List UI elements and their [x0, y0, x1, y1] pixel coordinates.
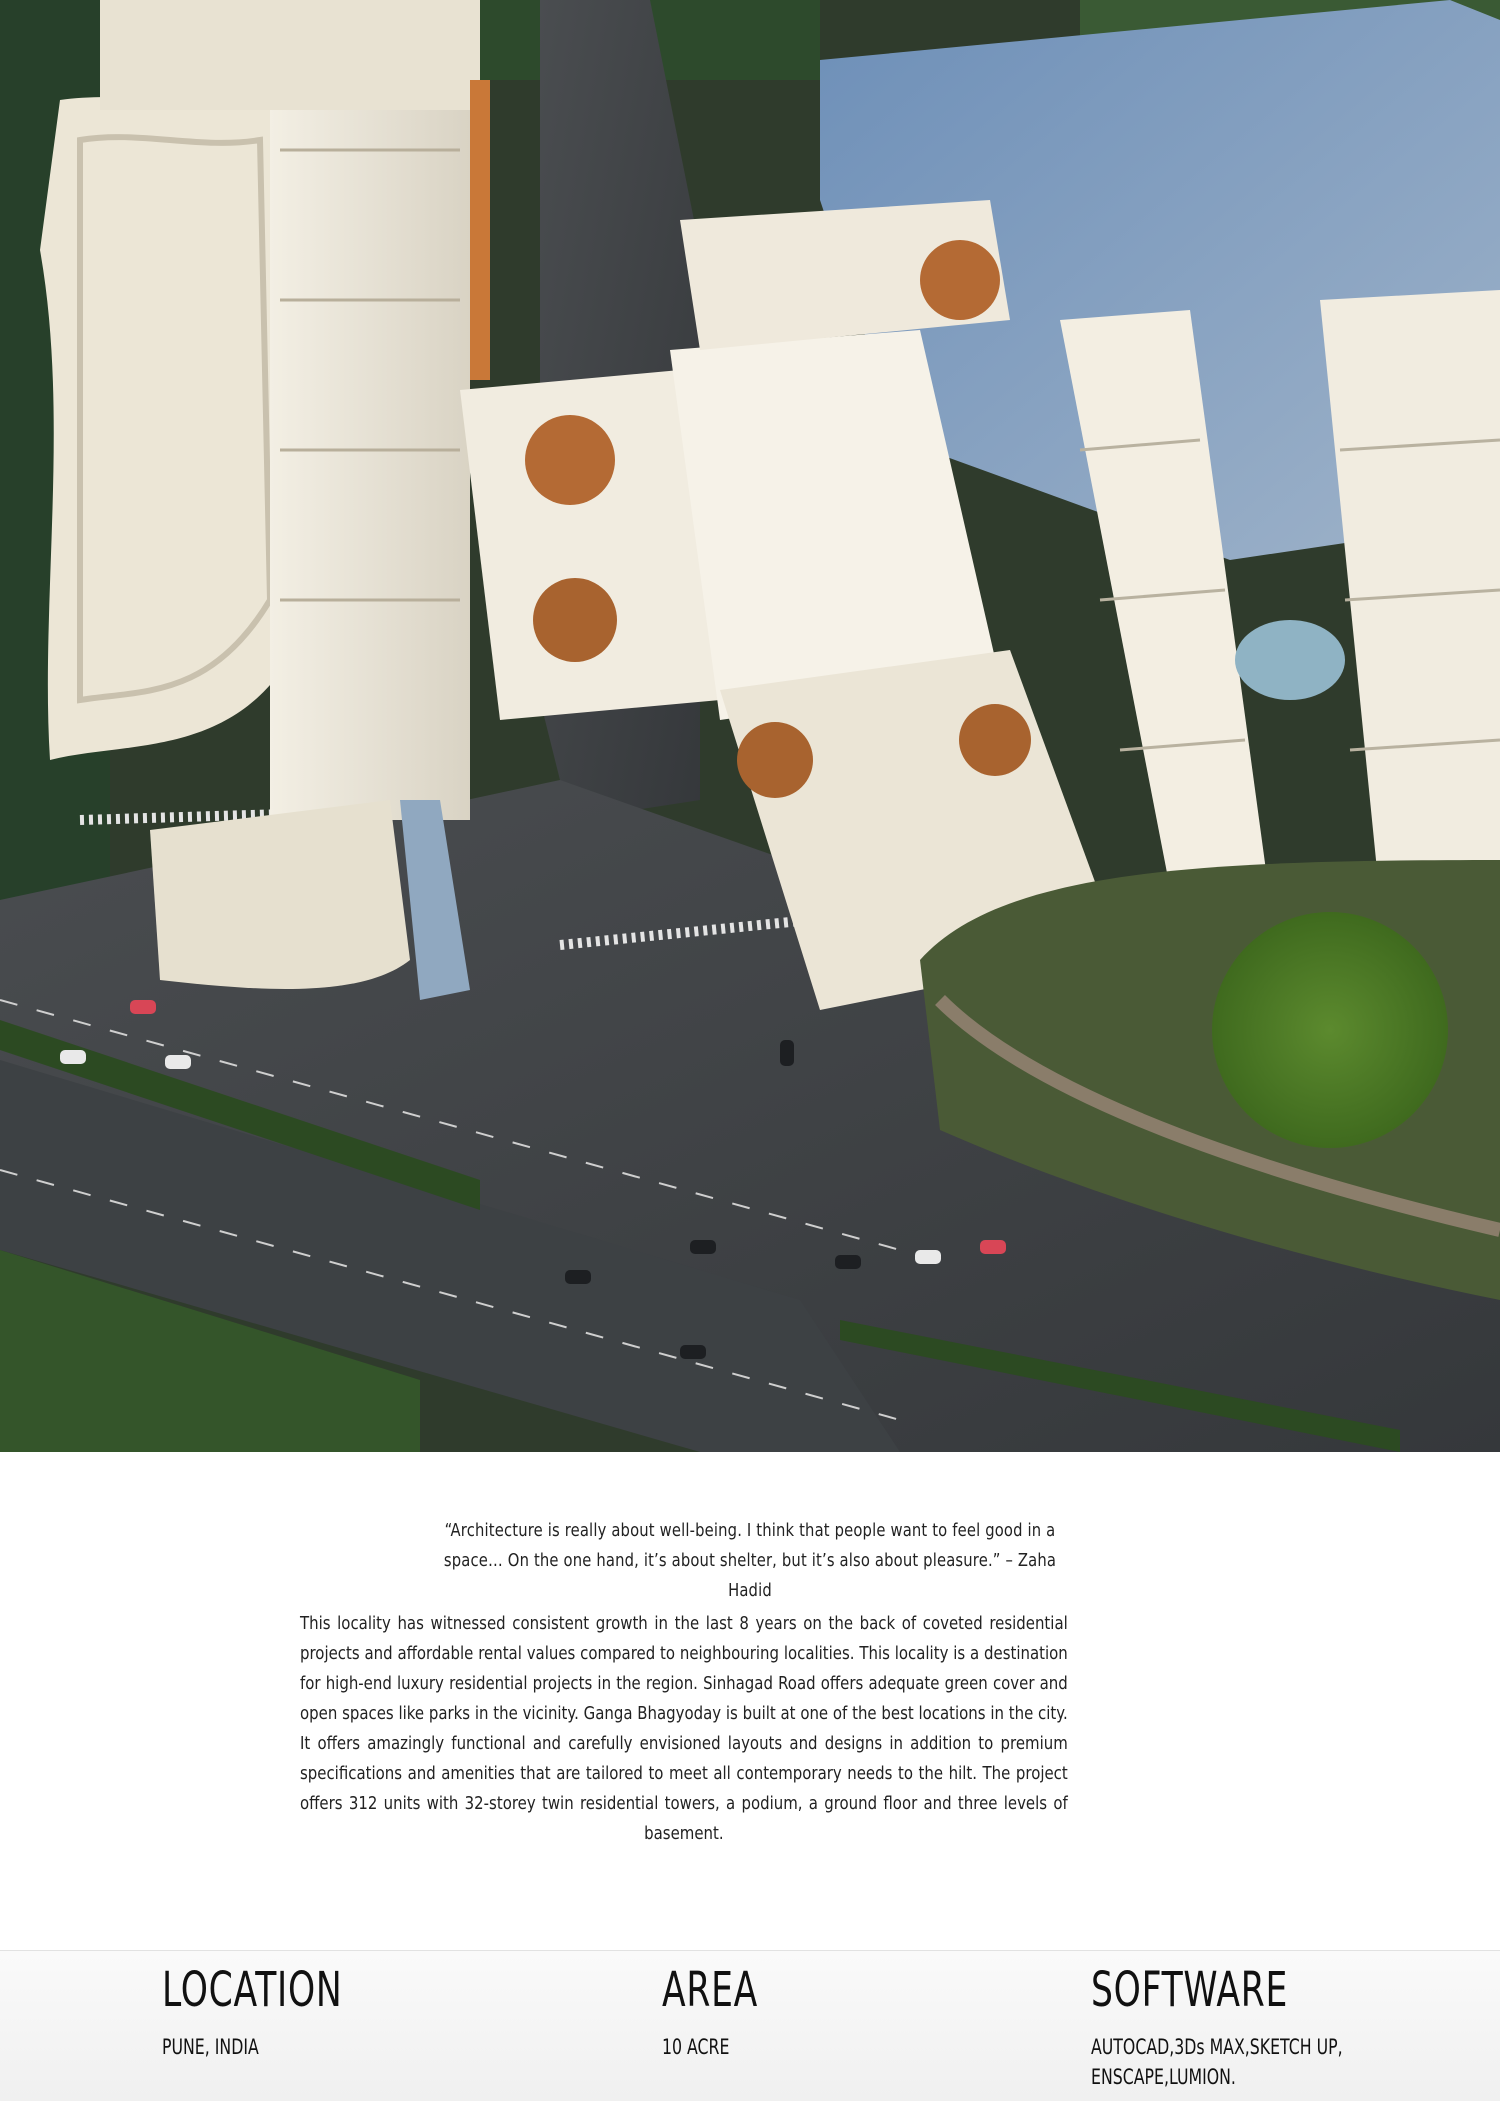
software-value — [1091, 2032, 1343, 2092]
location-heading: LOCATION — [162, 1962, 343, 2018]
area-heading: AREA — [662, 1962, 759, 2018]
software-block — [1091, 1962, 1426, 2092]
project-description: This locality has witnessed consistent growth in the last 8 years on the back of coveted residential projects and affordable rental values compared to neighbouring localities. This locality is a destination for high-end luxury residential projects in the region. Sinhagad Road offers adequate green cover and open spaces like parks in the vicinity. Ganga Bhagyoday is built at one of the best locations in the city. It offers amazingly functional and carefully envisioned layouts and designs in addition to premium specifications and amenities that are tailored to meet all contemporary needs to the hilt. The project offers 312 units with 32-storey twin residential towers, a podium, a ground floor and three levels of basement. — [300, 1613, 1068, 1844]
area-block — [662, 1962, 795, 2062]
area-value: 10 ACRE — [662, 2035, 730, 2059]
zaha-hadid-quote: “Architecture is really about well-being. I think that people want to feel good in a space… On the one hand, it’s about shelter, but it’s also about pleasure.” – Zaha Hadid — [443, 1520, 1057, 1601]
software-heading: SOFTWARE — [1091, 1962, 1289, 2018]
software-value-line-1: AUTOCAD,3Ds MAX,SKETCH UP, — [1091, 2035, 1343, 2059]
location-value: PUNE, INDIA — [162, 2035, 259, 2059]
location-block — [162, 1962, 413, 2062]
software-value-line-2: ENSCAPE,LUMION. — [1091, 2065, 1236, 2089]
